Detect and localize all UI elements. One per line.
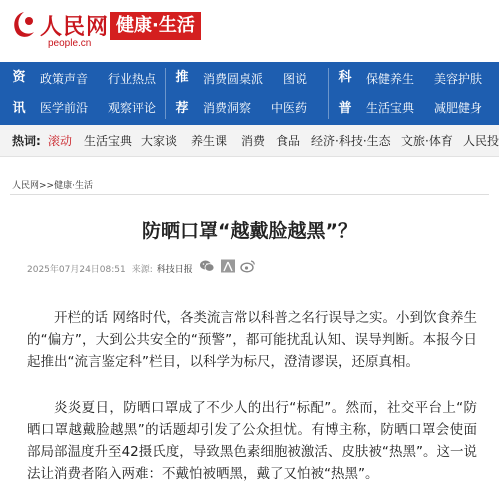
hot-link[interactable]: 人民投 [463, 134, 499, 148]
people-icon[interactable] [220, 259, 236, 273]
hot-words-bar [0, 125, 499, 157]
hot-link[interactable]: 消费 [241, 134, 266, 148]
nav-category-news-2: 讯 [12, 101, 26, 116]
hot-link[interactable]: 食品 [276, 134, 301, 148]
wechat-icon[interactable] [199, 259, 215, 273]
nav-item-beauty[interactable]: 美容护肤 [434, 72, 483, 86]
nav-item-fitness[interactable]: 减肥健身 [434, 101, 483, 115]
nav-item-lifetips[interactable]: 生活宝典 [366, 101, 415, 115]
article-paragraph [27, 307, 477, 373]
logo-domain: people.cn [48, 38, 92, 49]
people-logo-mark-icon [10, 10, 38, 40]
main-nav [0, 62, 499, 125]
nav-category-recommend-1: 推 [175, 70, 189, 85]
nav-item-commentary[interactable]: 观察评论 [108, 101, 157, 115]
nav-item-policy[interactable]: 政策声音 [40, 72, 89, 86]
nav-item-roundtable[interactable]: 消费圆桌派 [203, 72, 264, 86]
hot-link[interactable]: 养生课 [191, 134, 228, 148]
article-title: 防晒口罩“越戴脸越黑”？ [142, 220, 357, 242]
hot-link[interactable]: 生活宝典 [84, 134, 133, 148]
nav-item-pictures[interactable]: 图说 [283, 72, 308, 86]
logo-text: 人民网 [40, 14, 110, 40]
nav-item-tcm[interactable]: 中医药 [271, 101, 308, 115]
weibo-icon[interactable] [240, 259, 256, 273]
divider [10, 194, 489, 195]
site-header [0, 0, 499, 62]
article-source[interactable]: 科技日报 [156, 265, 193, 275]
hot-link[interactable]: 经济·科技·生态 [311, 134, 391, 148]
nav-category-science-1: 科 [338, 70, 352, 85]
hot-link-rolling[interactable]: 滚动 [48, 134, 73, 148]
paragraph-text: 开栏的话 网络时代，各类流言常以科普之名行误导之实。小到饮食养生的“偏方”，大到公共安全的“预警”，都可能扰乱认知、误导判断。本报今日起推出“流言鉴定科”栏目，以科学为标尺，澄清谬误，还原真相。 [27, 310, 477, 370]
nav-item-insight[interactable]: 消费洞察 [203, 101, 252, 115]
source-label: 来源: [131, 265, 153, 275]
paragraph-text: 炎炎夏日，防晒口罩成了不少人的出行“标配”。然而，社交平台上“防晒口罩越戴脸越黑”的话题却引发了公众担忧。有博主称，防晒口罩会使面部局部温度升至42摄氏度，导致黑色素细胞被激活、皮肤被“热黑”。这一说法让消费者陷入两难：不戴怕被晒黑，戴了又怕被“热黑”。 [27, 400, 477, 482]
article-paragraph [27, 397, 477, 485]
channel-badge[interactable]: 健康·生活 [110, 12, 201, 40]
nav-divider [165, 68, 166, 119]
hot-link[interactable]: 文旅·体育 [401, 134, 453, 148]
breadcrumb[interactable]: 人民网>>健康·生活 [12, 181, 93, 191]
nav-item-medical[interactable]: 医学前沿 [40, 101, 89, 115]
nav-category-news-1: 资 [12, 70, 26, 85]
nav-item-industry[interactable]: 行业热点 [108, 72, 157, 86]
nav-category-science-2: 普 [338, 101, 352, 116]
nav-item-wellness[interactable]: 保健养生 [366, 72, 415, 86]
article-meta [27, 262, 193, 275]
hot-words-label: 热词: [12, 134, 41, 148]
nav-category-recommend-2: 荐 [175, 101, 189, 116]
article-date: 2025年07月24日08:51 [27, 265, 126, 275]
nav-divider [328, 68, 329, 119]
people-logo[interactable] [10, 8, 120, 48]
hot-link[interactable]: 大家谈 [141, 134, 178, 148]
